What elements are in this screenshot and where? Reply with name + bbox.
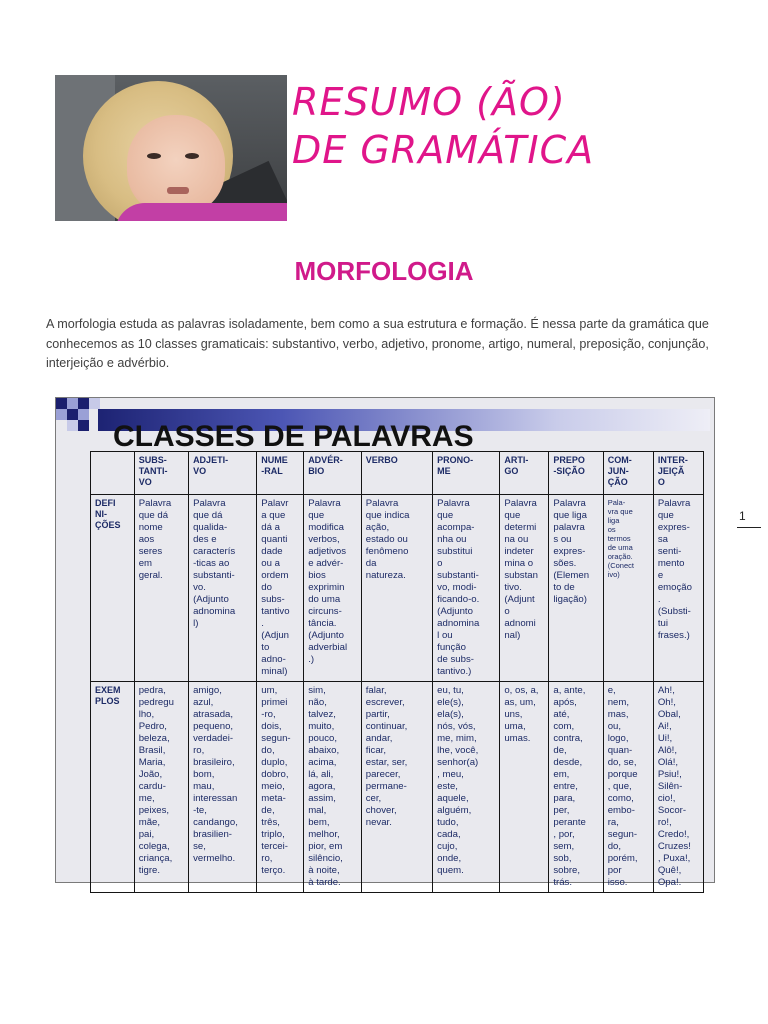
column-header: ARTI- GO xyxy=(500,452,549,495)
table-cell: sim, não, talvez, muito, pouco, abaixo, acima, lá, ali, agora, assim, mal, bem, melhor, pior, em silêncio, à noite, à tarde. xyxy=(304,682,362,893)
intro-paragraph: A morfologia estuda as palavras isoladamente, bem como a sua estrutura e formação. É nessa parte da gramática que conhecemos as 10 classes gramaticais: substantivo, verbo, adjetivo, pronome, artigo, numeral, preposição, conjunção, interjeição e advérbio. xyxy=(46,317,709,370)
column-header: COM- JUN- ÇÃO xyxy=(603,452,653,495)
row-header: EXEM PLOS xyxy=(91,682,135,893)
table-cell: Palavr a que dá a quanti dade ou a ordem do subs- tantivo . (Adjun to adno- minal) xyxy=(257,495,304,682)
header-photo xyxy=(55,75,287,221)
column-header: INTER- JEIÇÃ O xyxy=(653,452,703,495)
row-header: DEFI NI- ÇÕES xyxy=(91,495,135,682)
column-header: VERBO xyxy=(361,452,432,495)
table-cell: Palavra que dá nome aos seres em geral. xyxy=(134,495,188,682)
word-classes-table xyxy=(90,451,704,893)
table-cell: o, os, a, as, um, uns, uma, umas. xyxy=(500,682,549,893)
page-number: 1 xyxy=(739,509,746,523)
column-header: PRONO- ME xyxy=(433,452,500,495)
column-header: ADJETI- VO xyxy=(189,452,257,495)
page-title xyxy=(292,78,594,174)
table-cell: pedra, pedregu lho, Pedro, beleza, Brasil, Maria, João, cardu- me, peixes, mãe, pai, colega, criança, tigre. xyxy=(134,682,188,893)
examples-row xyxy=(91,682,704,893)
table-cell: Pala- vra que liga os termos de uma oração. (Conect ivo) xyxy=(603,495,653,682)
definitions-row xyxy=(91,495,704,682)
section-heading: MORFOLOGIA xyxy=(294,256,474,286)
page-number-rule xyxy=(737,527,761,528)
table-cell: Palavra que dá qualida- des e caracterís -ticas ao substanti- vo. (Adjunto adnomina l) xyxy=(189,495,257,682)
table-cell: um, primei -ro, dois, segun- do, duplo, dobro, meio, meta- de, três, triplo, tercei- ro, terço. xyxy=(257,682,304,893)
classes-slide xyxy=(55,397,715,888)
table-cell: Ah!, Oh!, Obal, Ai!, Ui!, Alô!, Olá!, Psiu!, Silên- cio!, Socor- ro!, Credo!, Cruzes! , Puxa!, Quê!, Opa!. xyxy=(653,682,703,893)
table-cell: Palavra que liga palavra s ou expres- sões. (Elemen to de ligação) xyxy=(549,495,603,682)
table-cell: eu, tu, ele(s), ela(s), nós, vós, me, mim, lhe, você, senhor(a) , meu, este, aquele, alguém, tudo, cada, cujo, onde, quem. xyxy=(433,682,500,893)
table-header-row xyxy=(91,452,704,495)
table-cell: a, ante, após, até, com, contra, de, desde, em, entre, para, per, perante , por, sem, sob, sobre, trás. xyxy=(549,682,603,893)
table-cell: Palavra que acompa- nha ou substitui o substanti- vo, modi- ficando-o. (Adjunto adnomina l ou função de subs- tantivo.) xyxy=(433,495,500,682)
title-line-1: RESUMO (ÃO) xyxy=(292,80,566,124)
table-cell: amigo, azul, atrasada, pequeno, verdadei- ro, brasileiro, bom, mau, interessan -te, candango, brasilien- se, vermelho. xyxy=(189,682,257,893)
table-cell: falar, escrever, partir, continuar, andar, ficar, estar, ser, parecer, permane- cer, chover, nevar. xyxy=(361,682,432,893)
corner-cell xyxy=(91,452,135,495)
column-header: SUBS- TANTI- VO xyxy=(134,452,188,495)
slide-title: CLASSES DE PALAVRAS xyxy=(113,420,474,453)
column-header: ADVÉR- BIO xyxy=(304,452,362,495)
column-header: NUME -RAL xyxy=(257,452,304,495)
table-cell: Palavra que expres- sa senti- mento e emoção . (Substi- tui frases.) xyxy=(653,495,703,682)
column-header: PREPO -SIÇÃO xyxy=(549,452,603,495)
title-line-2: DE GRAMÁTICA xyxy=(292,128,595,172)
table-cell: Palavra que indica ação, estado ou fenômeno da natureza. xyxy=(361,495,432,682)
table-cell: Palavra que modifica verbos, adjetivos e advér- bios exprimin do uma circuns- tância. (Adjunto adverbial .) xyxy=(304,495,362,682)
table-cell: Palavra que determi na ou indeter mina o substan tivo. (Adjunt o adnomi nal) xyxy=(500,495,549,682)
table-cell: e, nem, mas, ou, logo, quan- do, se, porque , que, como, embo- ra, segun- do, porém, por isso. xyxy=(603,682,653,893)
